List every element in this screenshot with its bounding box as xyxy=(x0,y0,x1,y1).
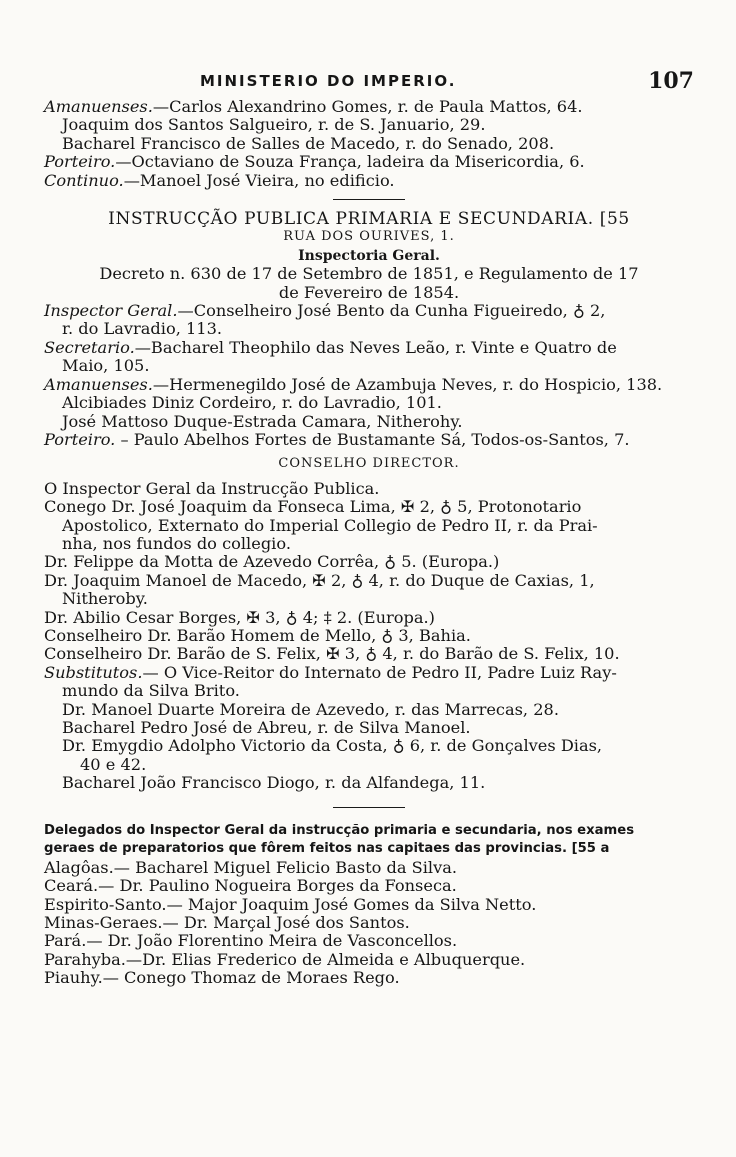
member-entry: Dr. Joaquim Manoel de Macedo, ✠ 2, ♁ 4, r. do Duque de Caxias, 1, xyxy=(44,570,595,590)
delegados-heading-2: geraes de preparatorios que fôrem feitos nas capitaes das provincias. [55 a xyxy=(44,841,610,857)
section-title: INSTRUCÇÃO PUBLICA PRIMARIA E SECUNDARIA. [55 xyxy=(108,209,630,230)
member-entry: Bacharel Pedro José de Abreu, r. de Silva Manoel. xyxy=(62,718,471,737)
entry-continuation: Maio, 105. xyxy=(62,356,150,376)
section-subtitle: Inspectoria Geral. xyxy=(298,247,440,264)
entry-secretario: Secretario.—Bacharel Theophilo das Neves Leão, r. Vinte e Quatro de xyxy=(44,337,617,357)
entry-line: José Mattoso Duque-Estrada Camara, Nitherohy. xyxy=(62,411,463,431)
entry-line: Bacharel Francisco de Salles de Macedo, r. do Senado, 208. xyxy=(62,133,555,153)
entry-inspector-geral: Inspector Geral.—Conselheiro José Bento da Cunha Figueiredo, ♁ 2, xyxy=(44,301,606,321)
delegado-entry: Alagôas.— Bacharel Miguel Felicio Basto da Silva. xyxy=(44,857,458,877)
decree-line-2: de Fevereiro de 1854. xyxy=(278,282,460,302)
page-number: 107 xyxy=(648,68,694,94)
member-continuation: Nitheroby. xyxy=(62,589,148,609)
entry-porteiro: Porteiro.—Octaviano de Souza França, ladeira da Misericordia, 6. xyxy=(44,152,585,172)
entry-continuation: r. do Lavradio, 113. xyxy=(62,319,223,339)
member-continuation: nha, nos fundos do collegio. xyxy=(62,533,291,553)
page-header xyxy=(0,66,736,96)
member-entry: Bacharel João Francisco Diogo, r. da Alfandega, 11. xyxy=(62,773,486,793)
member-continuation: mundo da Silva Brito. xyxy=(62,681,240,701)
page-body xyxy=(44,98,694,988)
member-entry: Dr. Abilio Cesar Borges, ✠ 3, ♁ 4; ‡ 2. (Europa.) xyxy=(44,607,435,627)
entry-substitutos: Substitutos.— O Vice-Reitor do Internato de Pedro II, Padre Luiz Ray- xyxy=(44,662,617,682)
member-entry: Dr. Manoel Duarte Moreira de Azevedo, r. das Marrecas, 28. xyxy=(62,699,559,719)
member-entry: Conego Dr. José Joaquim da Fonseca Lima, ✠ 2, ♁ 5, Protonotario xyxy=(44,497,582,517)
member-entry: Dr. Felippe da Motta de Azevedo Corrêa, ♁ 5. (Europa.) xyxy=(44,552,500,572)
decree-line-1: Decreto n. 630 de 17 de Setembro de 1851, e Regulamento de 17 xyxy=(99,264,639,284)
divider-rule xyxy=(333,199,405,200)
delegados-heading-1: Delegados do Inspector Geral da instrucção primaria e secundaria, nos exames xyxy=(44,822,635,838)
delegado-entry: Piauhy.— Conego Thomaz de Moraes Rego. xyxy=(44,968,400,988)
entry-continuo: Continuo.—Manoel José Vieira, no edificio. xyxy=(44,170,395,190)
member-entry: Conselheiro Dr. Barão Homem de Mello, ♁ 3, Bahia. xyxy=(44,625,471,645)
member-entry: O Inspector Geral da Instrucção Publica. xyxy=(44,478,380,498)
delegado-entry: Ceará.— Dr. Paulino Nogueira Borges da Fonseca. xyxy=(44,876,457,896)
entry-amanuenses: Amanuenses.—Carlos Alexandrino Gomes, r. de Paula Mattos, 64. xyxy=(44,97,583,116)
delegado-entry: Espirito-Santo.— Major Joaquim José Gomes da Silva Netto. xyxy=(44,894,537,914)
member-entry: Dr. Emygdio Adolpho Victorio da Costa, ♁ 6, r. de Gonçalves Dias, xyxy=(62,736,603,756)
delegado-entry: Minas-Geraes.— Dr. Marçal José dos Santos. xyxy=(44,913,410,933)
entry-amanuenses: Amanuenses.—Hermenegildo José de Azambuja Neves, r. do Hospicio, 138. xyxy=(44,374,663,394)
entry-porteiro: Porteiro. – Paulo Abelhos Fortes de Bustamante Sá, Todos-os-Santos, 7. xyxy=(44,429,630,449)
conselho-heading: CONSELHO DIRECTOR. xyxy=(278,456,460,472)
delegado-entry: Parahyba.—Dr. Elias Frederico de Almeida e Albuquerque. xyxy=(44,949,526,969)
member-entry: Conselheiro Dr. Barão de S. Felix, ✠ 3, ♁ 4, r. do Barão de S. Felix, 10. xyxy=(44,644,620,664)
section-address: RUA DOS OURIVES, 1. xyxy=(283,229,455,245)
entry-line: Alcibiades Diniz Cordeiro, r. do Lavradio, 101. xyxy=(62,393,442,413)
divider-rule xyxy=(333,807,405,808)
delegado-entry: Pará.— Dr. João Florentino Meira de Vasconcellos. xyxy=(44,931,458,951)
member-continuation: Apostolico, Externato do Imperial Collegio de Pedro II, r. da Prai- xyxy=(62,515,598,535)
running-title: MINISTERIO DO IMPERIO. xyxy=(200,72,457,90)
entry-line: Joaquim dos Santos Salgueiro, r. de S. Januario, 29. xyxy=(62,115,486,135)
member-continuation: 40 e 42. xyxy=(80,754,147,774)
